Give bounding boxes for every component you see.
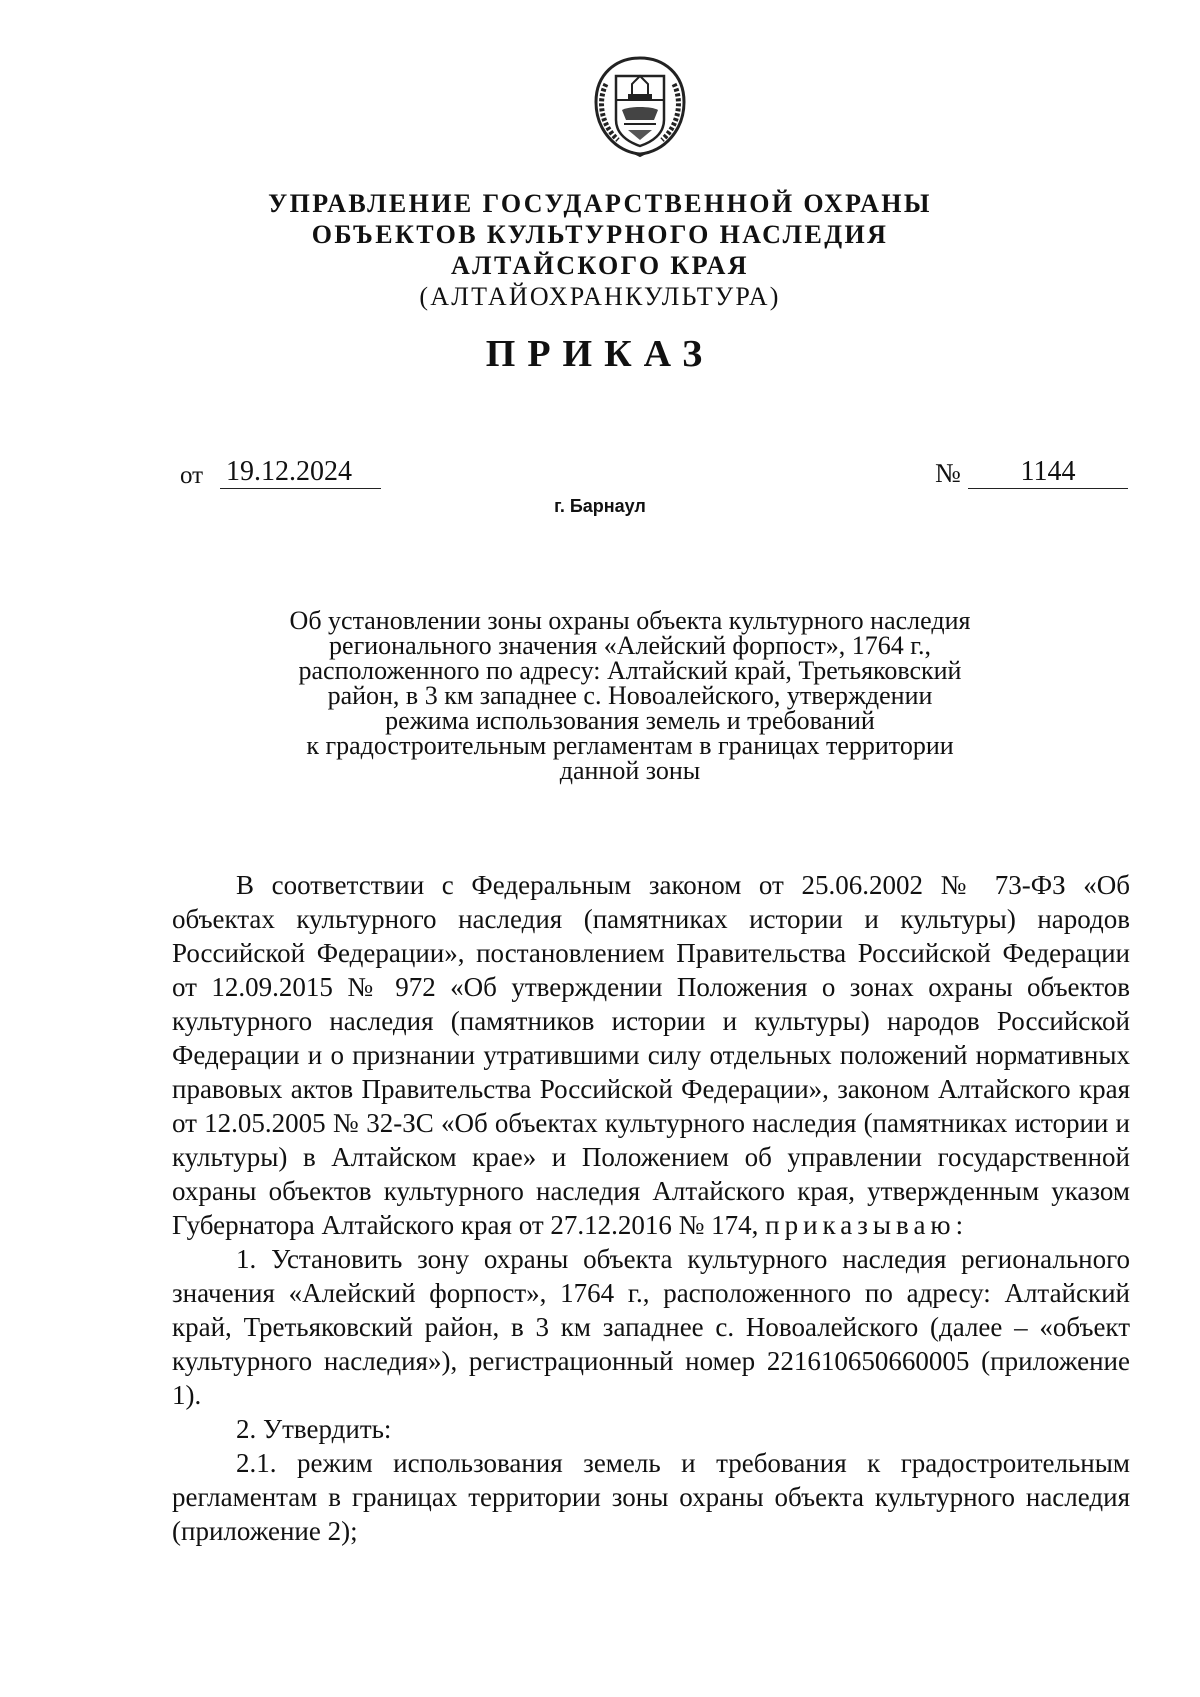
subject-line: район, в 3 км западнее с. Новоалейского, утверждении [327, 681, 933, 710]
issuer-line-3: АЛТАЙСКОГО КРАЯ [451, 251, 749, 280]
document-number: 1144 [968, 456, 1128, 489]
subject-line: регионального значения «Алейский форпост», 1764 г., [329, 631, 931, 660]
item-2-paragraph: 2. Утвердить: [236, 1414, 392, 1444]
order-word: приказываю: [765, 1210, 969, 1240]
preamble-text: В соответствии с Федеральным законом от 25.06.2002 № 73-ФЗ «Об объектах культурного наследия (памятниках истории и культуры) народов Российской Федерации», постановлением Правительства Российской Федерации от 12.09.2015 № 972 «Об утверждении Положения о зонах охраны объектов культурного наследия (памятников истории и культуры) народов Российской Федерации и о признании утратившими силу отдельных положений нормативных правовых актов Правительства Российской Федерации», законом Алтайского края от 12.05.2005 № 32-ЗС «Об объектах культурного наследия (памятниках истории и культуры) в Алтайском крае» и Положением об управлении государственной охраны объектов культурного наследия Алтайского края, утвержденным указом Губернатора Алтайского края от 27.12.2016 № 174, [172, 870, 1130, 1240]
city-name: г. Барнаул [554, 496, 646, 516]
coat-of-arms-emblem [588, 54, 692, 158]
number-label: № [935, 458, 961, 488]
date-label: от [180, 462, 204, 489]
item-2-1-paragraph: 2.1. режим использования земель и требования к градостроительным регламентам в границах территории зоны охраны объекта культурного наследия (приложение 2); [172, 1448, 1130, 1546]
document-type-title: ПРИКАЗ [485, 333, 715, 375]
item-1-paragraph: 1. Установить зону охраны объекта культурного наследия регионального значения «Алейский форпост», 1764 г., расположенного по адресу: Алтайский край, Третьяковский район, в 3 км западнее с. Новоалейского (далее – «объект культурного наследия»), регистрационный номер 221610650660005 (приложение 1). [172, 1244, 1130, 1410]
subject-line: к градостроительным регламентам в границах территории [306, 731, 954, 760]
subject-line: Об установлении зоны охраны объекта культурного наследия [289, 606, 971, 635]
document-date: 19.12.2024 [220, 456, 381, 489]
issuer-header [0, 188, 1200, 312]
preamble-paragraph [172, 868, 1130, 1242]
issuer-line-2: ОБЪЕКТОВ КУЛЬТУРНОГО НАСЛЕДИЯ [311, 220, 889, 249]
subject-line: режима использования земель и требований [385, 706, 875, 735]
subject-line: данной зоны [559, 756, 701, 785]
document-subject [250, 608, 1010, 783]
document-body [172, 868, 1130, 1548]
issuer-abbreviation: (АЛТАЙОХРАНКУЛЬТУРА) [419, 282, 781, 311]
issuer-line-1: УПРАВЛЕНИЕ ГОСУДАРСТВЕННОЙ ОХРАНЫ [268, 189, 932, 218]
subject-line: расположенного по адресу: Алтайский край, Третьяковский [298, 656, 962, 685]
